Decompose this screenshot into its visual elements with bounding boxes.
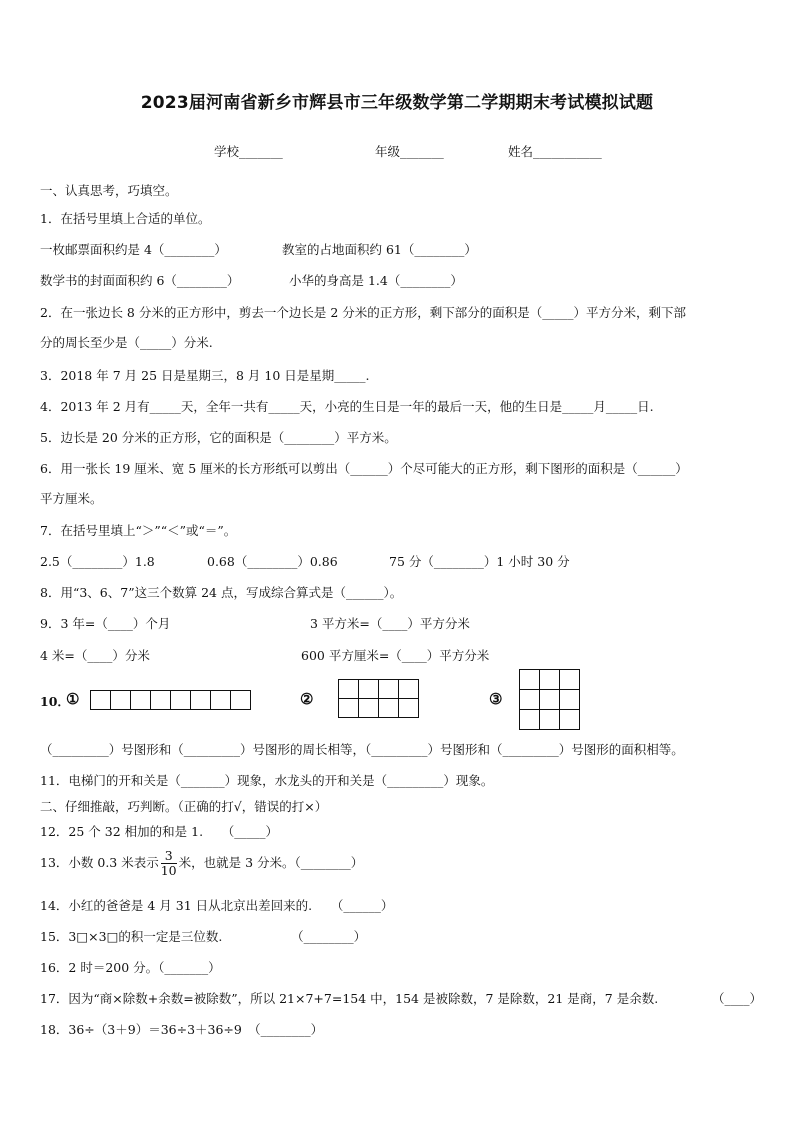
question-1b: 教室的占地面积约 61（________） <box>282 242 477 257</box>
figure-1-label: ① <box>66 690 80 708</box>
question-16: 16．2 时＝200 分。（_______） <box>40 960 221 975</box>
section-2-heading: 二、仔细推敲，巧判断。（正确的打√，错误的打×） <box>40 799 328 814</box>
question-6-line2: 平方厘米。 <box>40 491 103 506</box>
figure-1-grid <box>89 689 253 711</box>
fraction <box>161 849 177 878</box>
question-8: 8．用“3、6、7”这三个数算 24 点，写成综合算式是（______）。 <box>40 585 403 600</box>
question-9c: 4 米=（____）分米 <box>40 648 150 663</box>
figure-2-label: ② <box>300 690 314 708</box>
name-field: 姓名___________ <box>508 144 602 159</box>
grade-field: 年级_______ <box>375 144 444 159</box>
question-7: 7．在括号里填上“＞”“＜”或“＝”。 <box>40 523 237 538</box>
question-14: 14．小红的爸爸是 4 月 31 日从北京出差回来的. （______） <box>40 898 394 913</box>
question-7b: 0.68（________）0.86 <box>207 554 338 569</box>
figure-3-grid <box>518 668 581 731</box>
fraction-numerator: 3 <box>161 849 177 864</box>
question-3: 3．2018 年 7 月 25 日是星期三，8 月 10 日是星期_____. <box>40 368 370 383</box>
question-17-blank: （____） <box>712 991 763 1006</box>
question-9a: 9．3 年=（____）个月 <box>40 616 171 631</box>
question-1: 1．在括号里填上合适的单位。 <box>40 211 211 226</box>
question-4: 4．2013 年 2 月有_____天，全年一共有_____天，小亮的生日是一年的最后一天，他的生日是_____月_____日. <box>40 399 654 414</box>
fraction-denominator: 10 <box>160 863 177 878</box>
question-13-pre: 13．小数 0.3 米表示 <box>40 855 159 870</box>
question-15: 15．3□×3□的积一定是三位数. （________） <box>40 929 367 944</box>
question-13 <box>40 849 363 878</box>
question-11: 11．电梯门的开和关是（_______）现象，水龙头的开和关是（_________）现象。 <box>40 773 494 788</box>
section-1-heading: 一、认真思考，巧填空。 <box>40 183 178 198</box>
question-17: 17．因为“商×除数+余数=被除数”，所以 21×7+7=154 中，154 是被除数，7 是除数，21 是商，7 是余数. <box>40 991 659 1006</box>
question-10-text: （_________）号图形和（_________）号图形的周长相等，（_________）号图形和（_________）号图形的面积相等。 <box>40 742 684 757</box>
school-field: 学校_______ <box>214 144 283 159</box>
question-13-post: 米，也就是 3 分米。（________） <box>178 855 364 870</box>
question-1c: 数学书的封面面积约 6（________） <box>40 273 240 288</box>
question-1a: 一枚邮票面积约是 4（________） <box>40 242 227 257</box>
question-6-line1: 6．用一张长 19 厘米、宽 5 厘米的长方形纸可以剪出（______）个尽可能大的正方形，剩下图形的面积是（______） <box>40 461 688 476</box>
question-2-line2: 分的周长至少是（_____）分米. <box>40 335 213 350</box>
figure-3-label: ③ <box>489 690 503 708</box>
question-1d: 小华的身高是 1.4（________） <box>289 273 463 288</box>
page-title: 2023届河南省新乡市辉县市三年级数学第二学期期末考试模拟试题 <box>140 93 654 113</box>
question-10: 10． <box>40 694 70 709</box>
question-12: 12．25 个 32 相加的和是 1. （_____） <box>40 824 279 839</box>
figure-2-grid <box>337 678 421 720</box>
question-7c: 75 分（________）1 小时 30 分 <box>389 554 570 569</box>
question-18: 18．36÷（3＋9）＝36÷3＋36÷9 （________） <box>40 1022 324 1037</box>
question-7a: 2.5（________）1.8 <box>40 554 155 569</box>
question-2-line1: 2．在一张边长 8 分米的正方形中，剪去一个边长是 2 分米的正方形，剩下部分的面积是（_____）平方分米，剩下部 <box>40 305 687 320</box>
question-9d: 600 平方厘米=（____）平方分米 <box>301 648 490 663</box>
question-5: 5．边长是 20 分米的正方形，它的面积是（________）平方米。 <box>40 430 397 445</box>
question-9b: 3 平方米=（____）平方分米 <box>310 616 470 631</box>
